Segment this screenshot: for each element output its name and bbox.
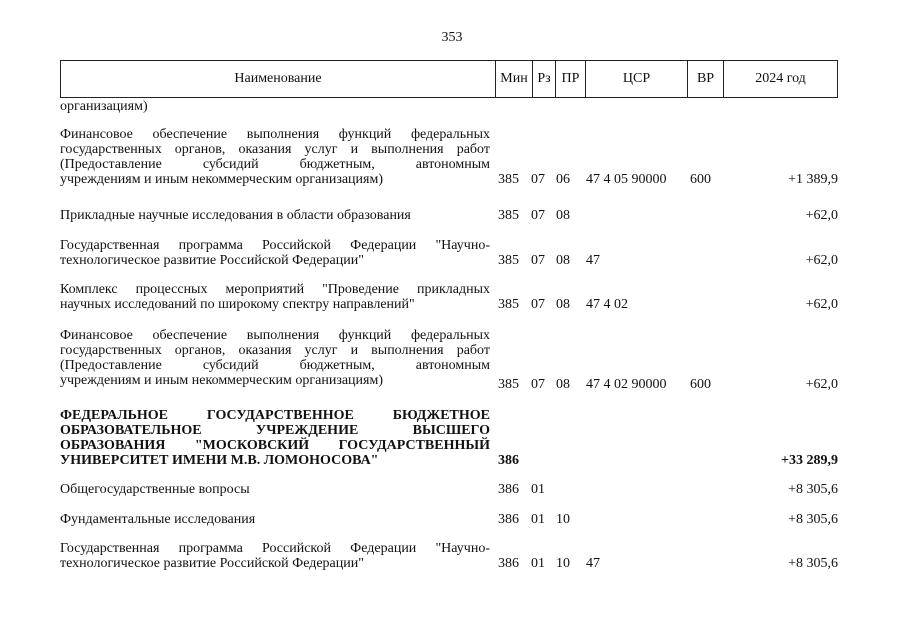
row-name xyxy=(60,127,490,187)
row-rz: 07 xyxy=(531,172,545,187)
row-rz: 07 xyxy=(531,253,545,268)
row-name-line: Государственная программа Российской Федерации "Научно- xyxy=(60,238,490,253)
row-min: 385 xyxy=(498,172,519,187)
row-rz: 07 xyxy=(531,208,545,223)
row-pr: 08 xyxy=(556,208,570,223)
row-vr: 600 xyxy=(690,377,711,392)
row-csr: 47 4 02 90000 xyxy=(586,377,667,392)
row-name-line: государственных органов, оказания услуг и выполнения работ xyxy=(60,142,490,157)
row-min: 385 xyxy=(498,377,519,392)
row-name xyxy=(60,328,490,388)
table-row xyxy=(60,127,838,187)
row-name xyxy=(60,408,490,468)
page-number: 353 xyxy=(441,30,463,45)
row-name xyxy=(60,282,490,312)
row-name-line: учреждениям и иным некоммерческим организациям) xyxy=(60,172,384,187)
row-amount: +62,0 xyxy=(805,208,838,223)
row-name xyxy=(60,482,490,497)
row-amount: +1 389,9 xyxy=(788,172,838,187)
row-csr: 47 4 02 xyxy=(586,297,628,312)
row-name-line: Финансовое обеспечение выполнения функций федеральных xyxy=(60,328,490,343)
row-name-line: ФЕДЕРАЛЬНОЕ ГОСУДАРСТВЕННОЕ БЮДЖЕТНОЕ xyxy=(60,408,490,423)
row-name-line: организациям) xyxy=(60,99,148,114)
header-csr: ЦСР xyxy=(585,61,687,97)
row-name xyxy=(60,208,490,223)
row-name-line: учреждениям и иным некоммерческим организациям) xyxy=(60,373,384,388)
row-amount: +62,0 xyxy=(805,297,838,312)
row-rz: 07 xyxy=(531,377,545,392)
header-vr: ВР xyxy=(687,61,723,97)
row-min: 385 xyxy=(498,297,519,312)
row-name-line: Финансовое обеспечение выполнения функций федеральных xyxy=(60,127,490,142)
row-rz: 01 xyxy=(531,512,545,527)
row-name xyxy=(60,512,490,527)
header-year: 2024 год xyxy=(723,61,837,97)
row-name-line: Государственная программа Российской Федерации "Научно- xyxy=(60,541,490,556)
row-name-line: УНИВЕРСИТЕТ ИМЕНИ М.В. ЛОМОНОСОВА" xyxy=(60,453,379,468)
header-pr: ПР xyxy=(555,61,585,97)
row-amount: +8 305,6 xyxy=(788,512,838,527)
row-min: 386 xyxy=(498,556,519,571)
row-csr: 47 4 05 90000 xyxy=(586,172,667,187)
row-vr: 600 xyxy=(690,172,711,187)
row-amount: +8 305,6 xyxy=(788,556,838,571)
row-name xyxy=(60,238,490,268)
table-header xyxy=(60,60,838,98)
row-name-line: Фундаментальные исследования xyxy=(60,512,256,527)
row-min: 385 xyxy=(498,208,519,223)
row-min: 386 xyxy=(498,512,519,527)
row-min: 386 xyxy=(498,453,519,468)
row-min: 386 xyxy=(498,482,519,497)
row-min: 385 xyxy=(498,253,519,268)
header-rz: Рз xyxy=(532,61,555,97)
row-name xyxy=(60,99,490,114)
row-amount: +62,0 xyxy=(805,253,838,268)
row-csr: 47 xyxy=(586,253,600,268)
row-rz: 07 xyxy=(531,297,545,312)
row-name xyxy=(60,541,490,571)
row-pr: 08 xyxy=(556,253,570,268)
row-pr: 10 xyxy=(556,556,570,571)
row-pr: 10 xyxy=(556,512,570,527)
header-name: Наименование xyxy=(234,71,322,86)
row-pr: 06 xyxy=(556,172,570,187)
row-name-line: технологическое развитие Российской Федерации" xyxy=(60,556,364,571)
row-pr: 08 xyxy=(556,297,570,312)
row-name-line: научных исследований по широкому спектру направлений" xyxy=(60,297,415,312)
row-name-line: технологическое развитие Российской Федерации" xyxy=(60,253,364,268)
row-rz: 01 xyxy=(531,482,545,497)
row-name-line: Общегосударственные вопросы xyxy=(60,482,250,497)
row-amount: +62,0 xyxy=(805,377,838,392)
row-name-line: государственных органов, оказания услуг и выполнения работ xyxy=(60,343,490,358)
row-amount: +8 305,6 xyxy=(788,482,838,497)
row-name-line: (Предоставление субсидий бюджетным, автономным xyxy=(60,157,490,172)
row-name-line: ОБРАЗОВАТЕЛЬНОЕ УЧРЕЖДЕНИЕ ВЫСШЕГО xyxy=(60,423,490,438)
header-min: Мин xyxy=(495,61,532,97)
row-name-line: Прикладные научные исследования в области образования xyxy=(60,208,411,223)
row-amount: +33 289,9 xyxy=(781,453,838,468)
row-pr: 08 xyxy=(556,377,570,392)
row-name-line: (Предоставление субсидий бюджетным, автономным xyxy=(60,358,490,373)
row-name-line: Комплекс процессных мероприятий "Проведение прикладных xyxy=(60,282,490,297)
row-csr: 47 xyxy=(586,556,600,571)
row-name-line: ОБРАЗОВАНИЯ "МОСКОВСКИЙ ГОСУДАРСТВЕННЫЙ xyxy=(60,438,490,453)
row-rz: 01 xyxy=(531,556,545,571)
